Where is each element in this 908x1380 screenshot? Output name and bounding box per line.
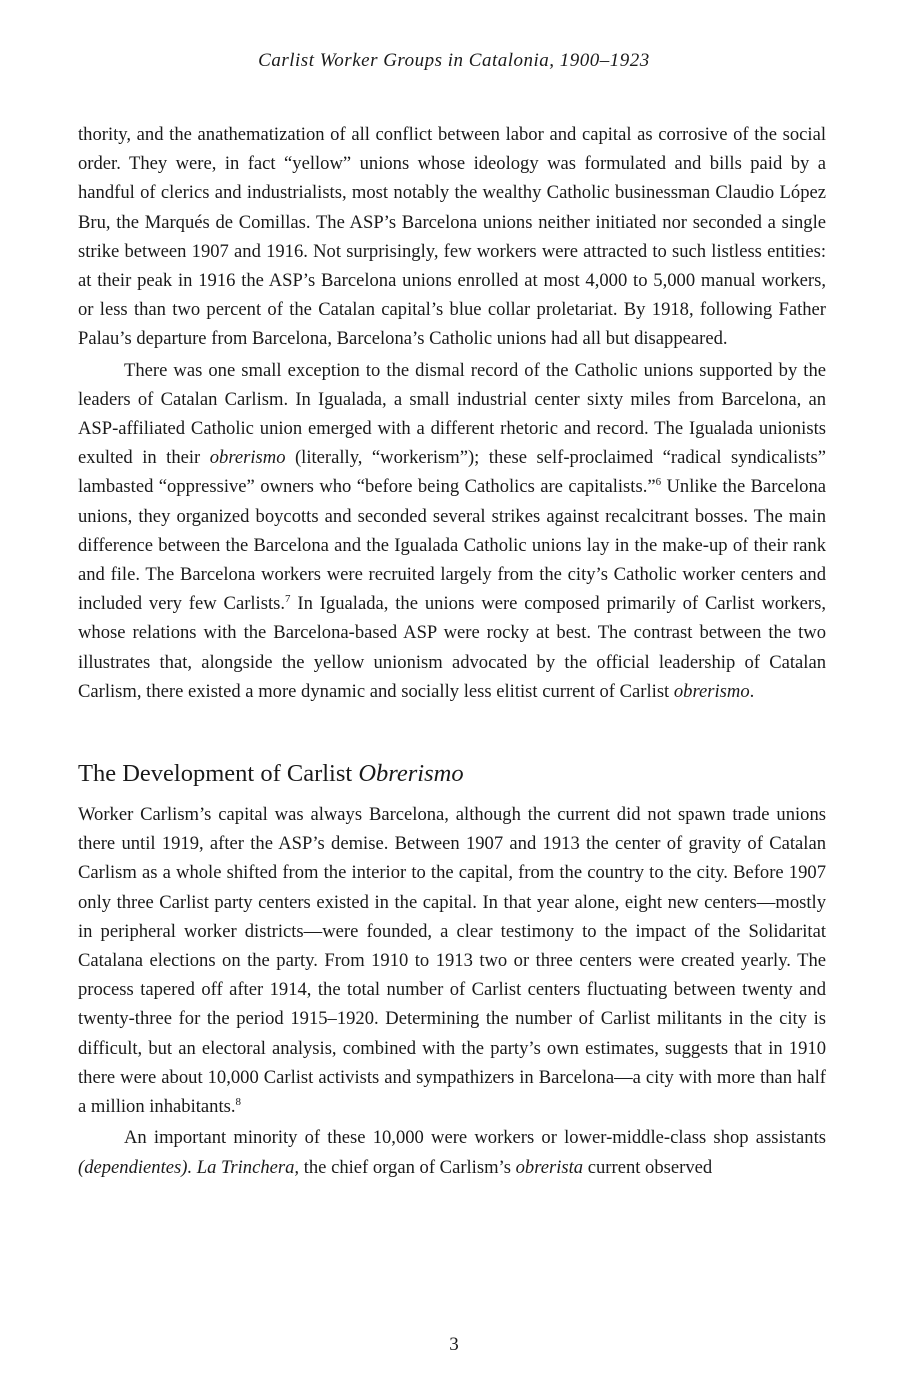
paragraph-2 <box>78 356 826 706</box>
footnote-ref-7: 7 <box>285 593 291 606</box>
running-head: Carlist Worker Groups in Catalonia, 1900–1923 <box>258 50 650 71</box>
footnote-ref-6: 6 <box>655 476 662 489</box>
text-run: There was one small exception to the dismal record of the Catholic unions supported by the leaders of Catalan Carlism. In Igualada, a small industrial center sixty miles from Barcelona, an ASP-affiliated Catholic union emerged with a different rhetoric and record. The Igualada unionists exulted in their <box>78 359 826 469</box>
paragraph-3 <box>78 800 826 1121</box>
italic-title: La Trinchera, <box>196 1156 300 1178</box>
text-run: current observed <box>583 1156 713 1178</box>
heading-text: The Development of Carlist <box>78 760 359 788</box>
body-text <box>78 120 826 1182</box>
section-heading <box>78 758 826 790</box>
heading-italic: Obrerismo <box>358 760 464 788</box>
italic-term: obrerista <box>515 1156 584 1178</box>
footnote-ref-8: 8 <box>235 1095 242 1108</box>
italic-term: (dependientes). <box>78 1156 193 1178</box>
text-run: (literally, “workerism”); these self-proclaimed “radical syndicalists” lambasted “oppressive” owners who “before being Catholics are capitalists.” <box>78 447 826 498</box>
text-run: Unlike the Barcelona unions, they organized boycotts and seconded several strikes against recalcitrant bosses. The main difference between the Barcelona and the Igualada Catholic unions lay in the make-up of their rank and file. The Barcelona workers were recruited largely from the city’s Catholic worker centers and included very few Carlists. <box>78 476 826 615</box>
paragraph-4 <box>78 1123 826 1181</box>
text-run: the chief organ of Carlism’s <box>299 1156 516 1178</box>
text-run: In Igualada, the unions were composed primarily of Carlist workers, whose relations with the Barcelona-based ASP were rocky at best. The contrast between the two illustrates that, alongside the yellow unionism advocated by the official leadership of Catalan Carlism, there existed a more dynamic and socially less elitist current of Carlist <box>78 593 826 702</box>
text-run: Worker Carlism’s capital was always Barcelona, although the current did not spawn trade unions there until 1919, after the ASP’s demise. Between 1907 and 1913 the center of gravity of Catalan Carlism as a whole shifted from the interior to the capital, from the country to the city. Before 1907 only three Carlist party centers existed in the capital. In that year alone, eight new centers—mostly in peripheral worker districts—were founded, a clear testimony to the impact of the Solidaritat Catalana elections on the party. From 1910 to 1913 two or three centers were created yearly. The process tapered off after 1914, the total number of Carlist centers fluctuating between twenty and twenty-three for the period 1915–1920. Determining the number of Carlist militants in the city is difficult, but an electoral analysis, combined with the party’s own estimates, suggests that in 1910 there were about 10,000 Carlist activists and sympathizers in Barcelona—a city with more than half a million inhabitants. <box>78 804 826 1118</box>
text-run: An important minority of these 10,000 were workers or lower-middle-class shop assistants <box>124 1127 826 1149</box>
italic-term: obrerismo <box>209 447 286 469</box>
paragraph-1: thority, and the anathematization of all conflict between labor and capital as corrosive of the social order. They were, in fact “yellow” unions whose ideology was formulated and bills paid by a handful of clerics and industrialists, most notably the wealthy Catholic businessman Claudio López Bru, the Marqués de Comillas. The ASP’s Barcelona unions neither initiated nor seconded a single strike between 1907 and 1916. Not surprisingly, few workers were attracted to such listless entities: at their peak in 1916 the ASP’s Barcelona unions enrolled at most 4,000 to 5,000 manual workers, or less than two percent of the Catalan capital’s blue collar proletariat. By 1918, following Father Palau’s departure from Barcelona, Barcelona’s Catholic unions had all but disappeared. <box>78 124 826 350</box>
text-run: . <box>749 680 755 702</box>
page-number: 3 <box>449 1334 459 1355</box>
italic-term: obrerismo <box>673 680 750 702</box>
